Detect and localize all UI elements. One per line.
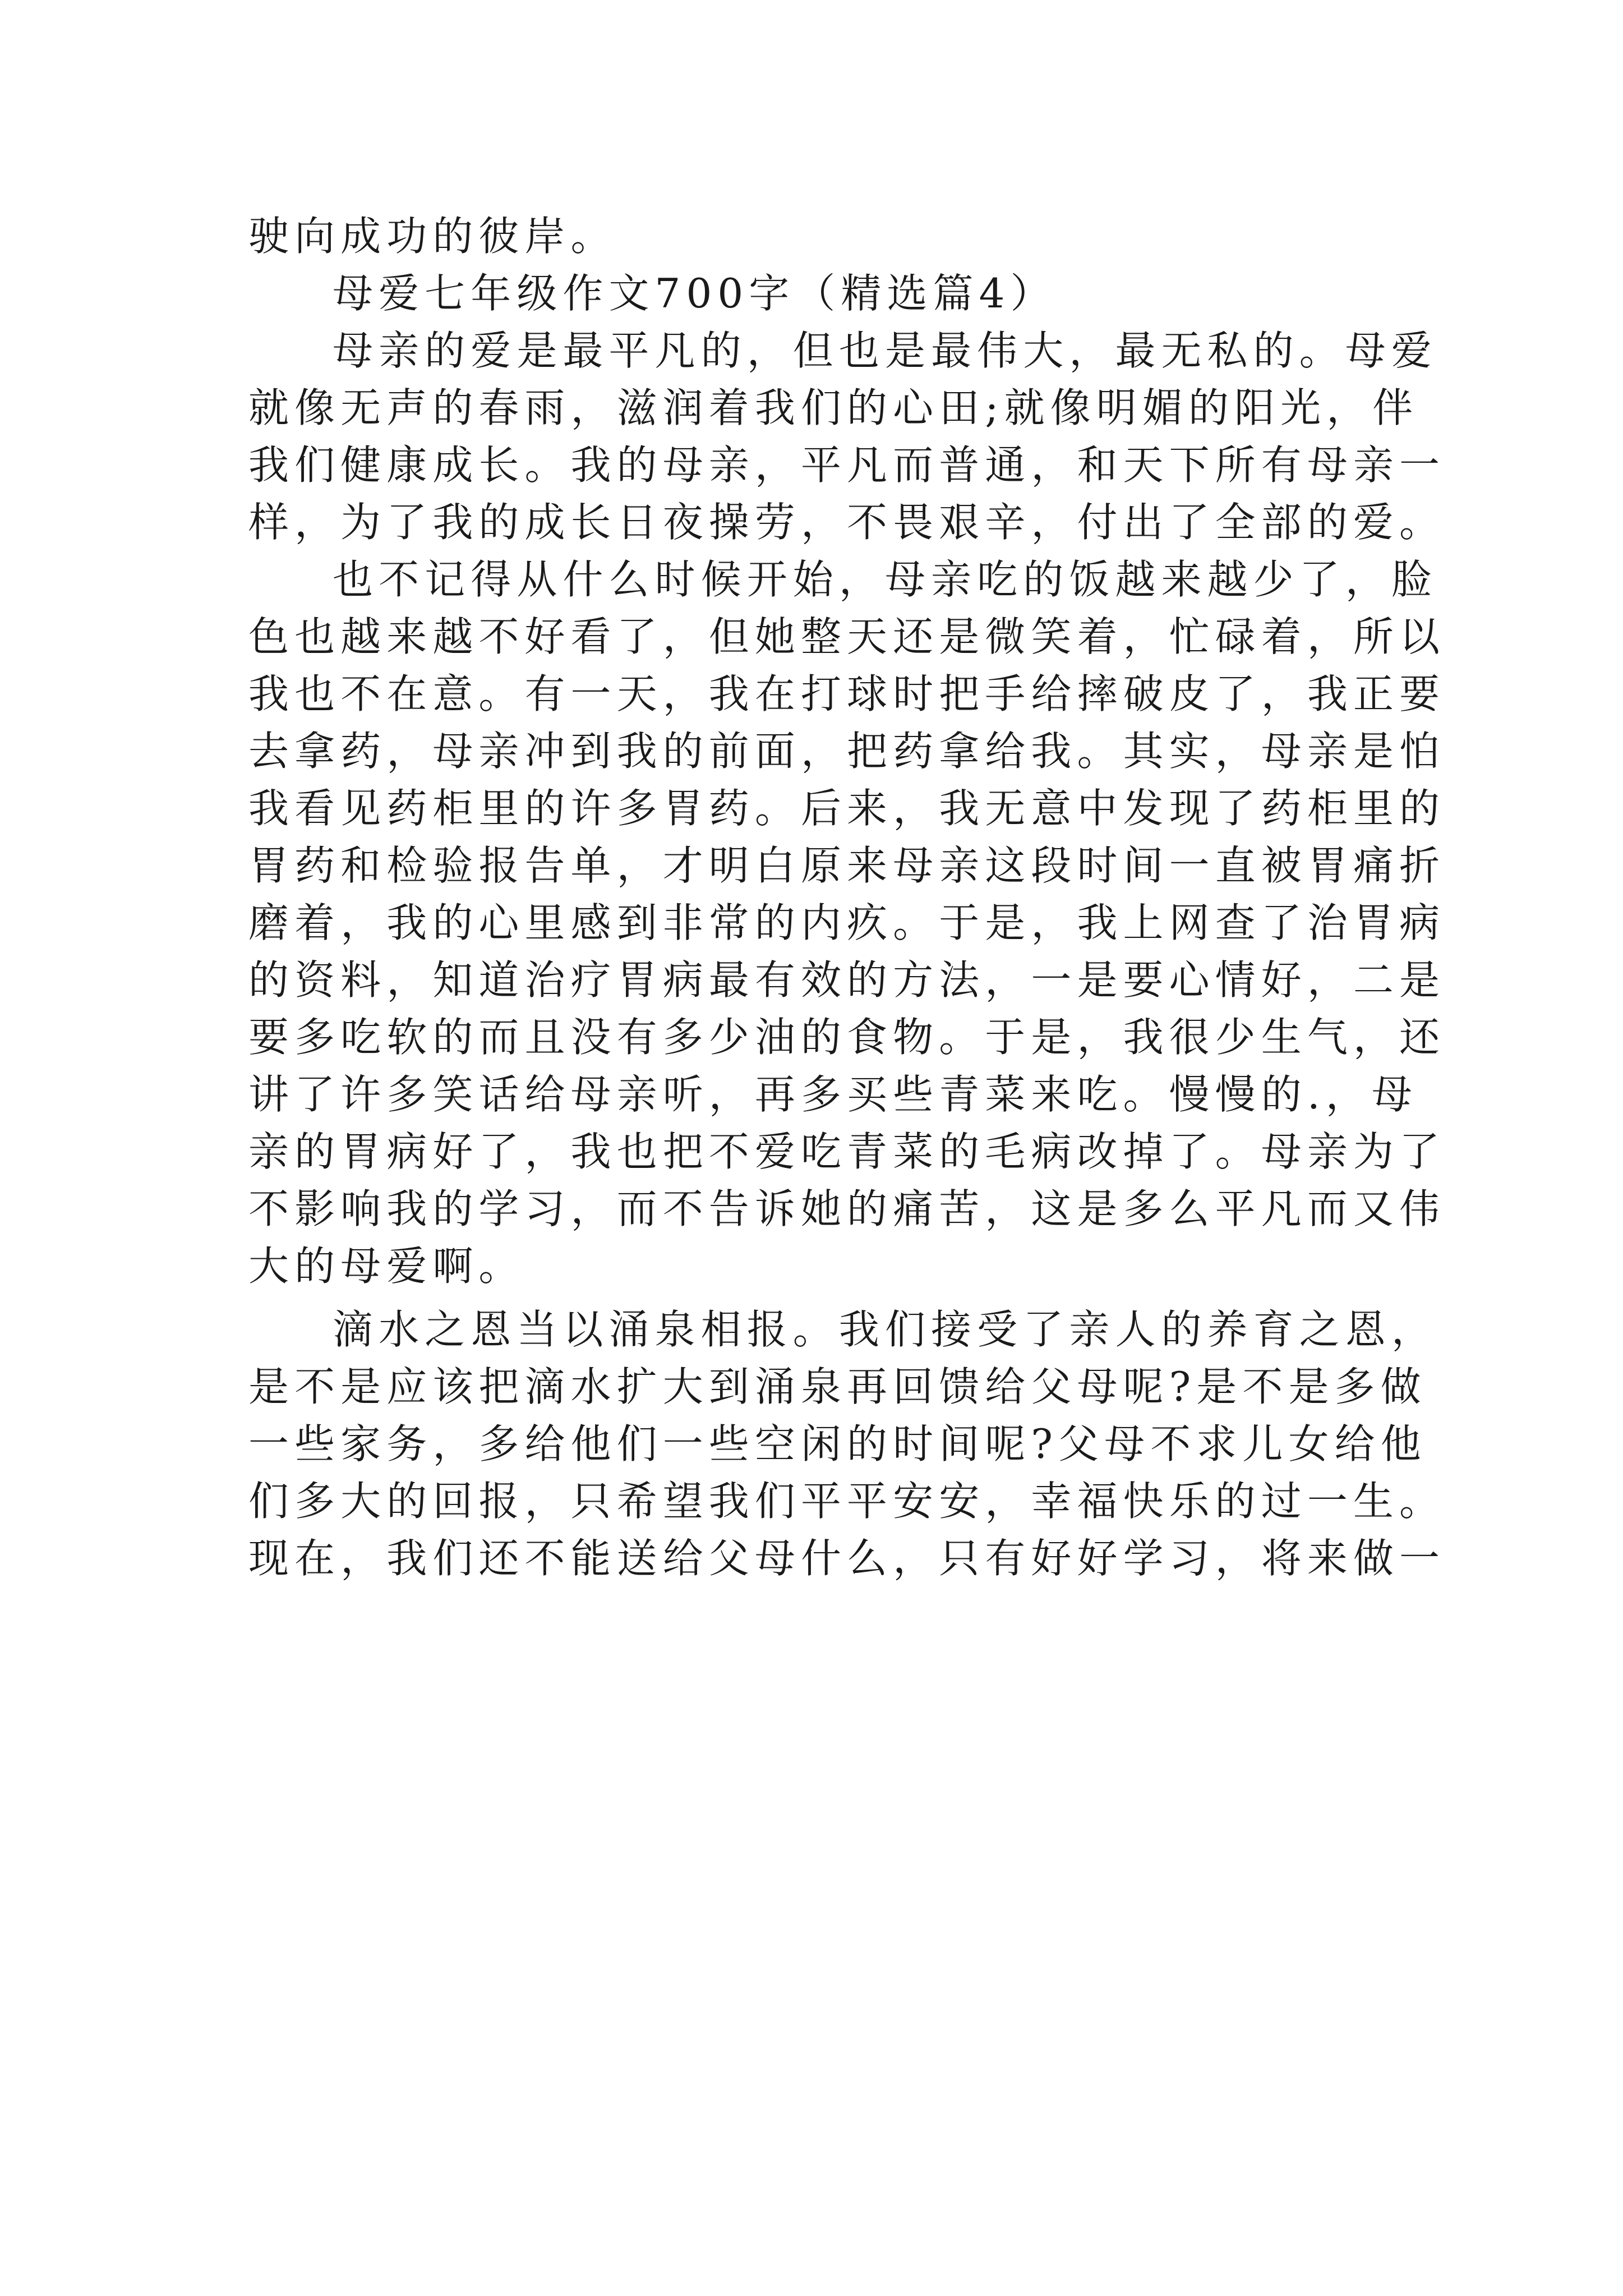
text-line: 是不是应该把滴水扩大到涌泉再回馈给父母呢?是不是多做 xyxy=(248,1363,1427,1410)
text-line: 不影响我的学习，而不告诉她的痛苦，这是多么平凡而又伟 xyxy=(248,1185,1446,1232)
text-line: 母亲的爱是最平凡的，但也是最伟大，最无私的。母爱 xyxy=(333,327,1437,374)
body-text xyxy=(248,208,1446,1587)
text-line: 的资料，知道治疗胃病最有效的方法，一是要心情好，二是 xyxy=(248,956,1446,1004)
text-line: 亲的胃病好了，我也把不爱吃青菜的毛病改掉了。母亲为了 xyxy=(248,1128,1446,1175)
text-line: 我们健康成长。我的母亲，平凡而普通，和天下所有母亲一 xyxy=(248,441,1446,489)
text-line: 胃药和检验报告单，才明白原来母亲这段时间一直被胃痛折 xyxy=(248,842,1446,889)
text-line: 去拿药，母亲冲到我的前面，把药拿给我。其实，母亲是怕 xyxy=(248,728,1446,775)
text-line: 滴水之恩当以涌泉相报。我们接受了亲人的养育之恩， xyxy=(333,1306,1437,1353)
text-line: 现在，我们还不能送给父母什么，只有好好学习，将来做一 xyxy=(248,1535,1446,1582)
text-line: 要多吃软的而且没有多少油的食物。于是，我很少生气，还 xyxy=(248,1014,1446,1061)
text-line: 驶向成功的彼岸。 xyxy=(248,213,617,260)
text-line: 大的母爱啊。 xyxy=(248,1243,525,1290)
text-line: 们多大的回报，只希望我们平平安安，幸福快乐的过一生。 xyxy=(248,1478,1446,1525)
text-line: 一些家务，多给他们一些空闲的时间呢?父母不求儿女给他 xyxy=(248,1420,1427,1467)
text-line: 也不记得从什么时候开始，母亲吃的饭越来越少了，脸 xyxy=(333,556,1437,603)
text-line: 磨着，我的心里感到非常的内疚。于是，我上网查了治胃病 xyxy=(248,899,1446,946)
text-line: 我看见药柜里的许多胃药。后来，我无意中发现了药柜里的 xyxy=(248,785,1446,832)
text-line: 就像无声的春雨，滋润着我们的心田;就像明媚的阳光，伴 xyxy=(248,384,1419,431)
text-line: 讲了许多笑话给母亲听，再多买些青菜来吃。慢慢的.，母 xyxy=(248,1071,1418,1118)
section-heading: 母爱七年级作文700字（精选篇4） xyxy=(333,270,1057,317)
text-line: 样，为了我的成长日夜操劳，不畏艰辛，付出了全部的爱。 xyxy=(248,499,1446,546)
text-line: 色也越来越不好看了，但她整天还是微笑着，忙碌着，所以 xyxy=(248,613,1446,660)
text-line: 我也不在意。有一天，我在打球时把手给摔破皮了，我正要 xyxy=(248,670,1446,717)
